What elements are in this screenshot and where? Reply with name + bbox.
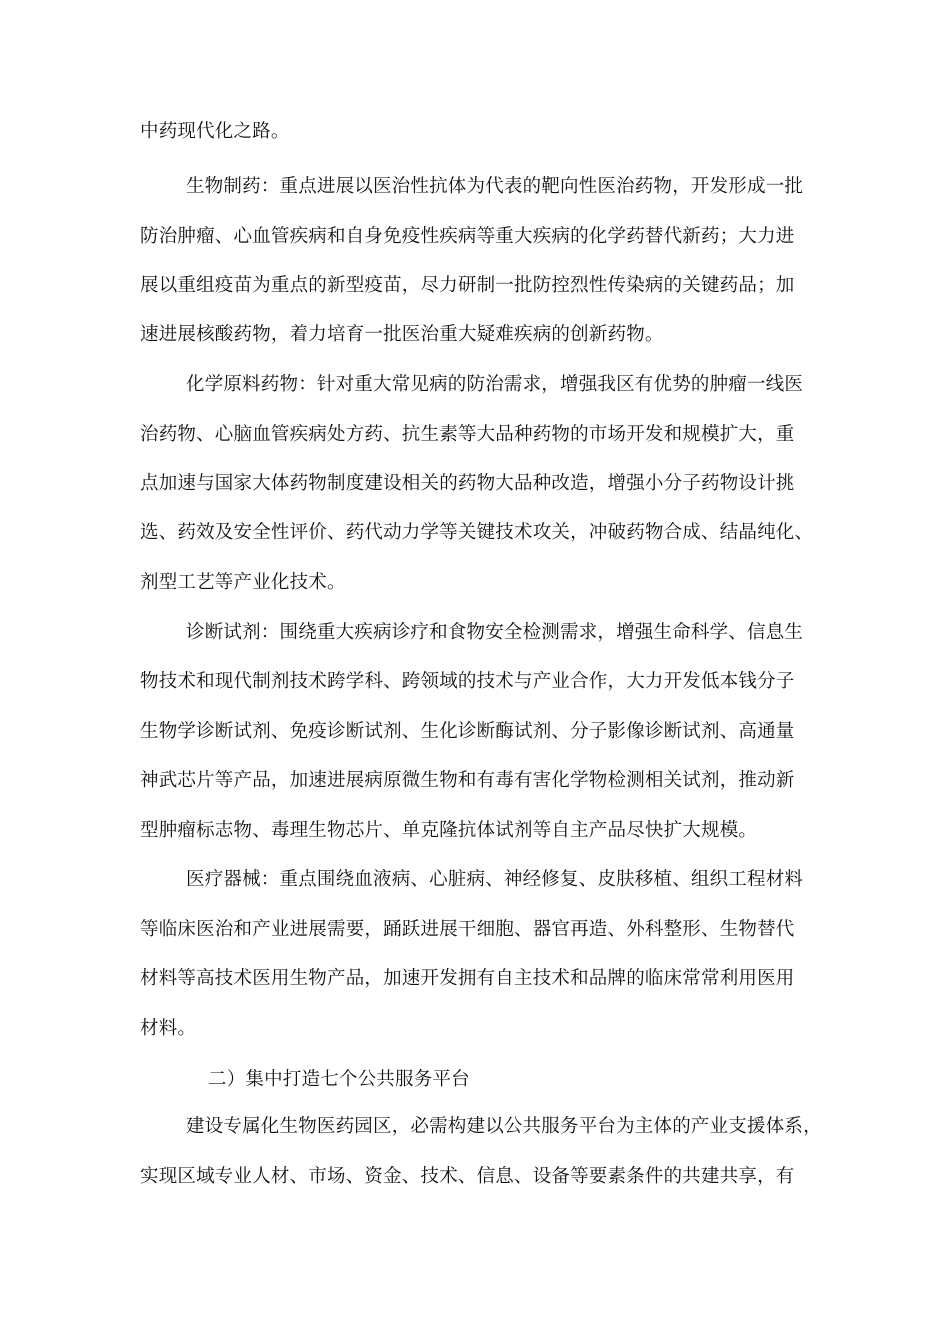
text-line: 型肿瘤标志物、毒理生物芯片、单克隆抗体试剂等自主产品尽快扩大规模。 xyxy=(140,820,758,841)
text-line: 中药现代化之路。 xyxy=(140,121,290,142)
text-line: 防治肿瘤、心血管疾病和自身免疫性疾病等重大疾病的化学药替代新药；大力进 xyxy=(140,226,795,247)
paragraph-devices-start: 医疗器械：重点围绕血液病、心脏病、神经修复、皮肤移植、组织工程材料 xyxy=(186,869,804,890)
text-line: 实现区域专业人材、市场、资金、技术、信息、设备等要素条件的共建共享，有 xyxy=(140,1166,795,1187)
text-line: 神武芯片等产品，加速进展病原微生物和有毒有害化学物检测相关试剂，推动新 xyxy=(140,770,795,791)
paragraph-diagnostics-start: 诊断试剂：围绕重大疾病诊疗和食物安全检测需求，增强生命科学、信息生 xyxy=(186,622,804,643)
paragraph-park-start: 建设专属化生物医药园区，必需构建以公共服务平台为主体的产业支援体系， xyxy=(186,1116,822,1137)
text-line: 点加速与国家大体药物制度建设相关的药物大品种改造，增强小分子药物设计挑 xyxy=(140,473,795,494)
text-line: 展以重组疫苗为重点的新型疫苗，尽力研制一批防控烈性传染病的关键药品；加 xyxy=(140,275,795,296)
text-line: 生物学诊断试剂、免疫诊断试剂、生化诊断酶试剂、分子影像诊断试剂、高通量 xyxy=(140,721,795,742)
paragraph-biopharma-start: 生物制药：重点进展以医治性抗体为代表的靶向性医治药物，开发形成一批 xyxy=(186,176,804,197)
text-line: 等临床医治和产业进展需要，踊跃进展干细胞、器官再造、外科整形、生物替代 xyxy=(140,919,795,940)
text-line: 材料等高技术医用生物产品，加速开发拥有自主技术和品牌的临床常常利用医用 xyxy=(140,968,795,989)
paragraph-chemical-start: 化学原料药物：针对重大常见病的防治需求，增强我区有优势的肿瘤一线医 xyxy=(186,374,804,395)
text-line: 材料。 xyxy=(140,1018,197,1039)
section-heading: 二）集中打造七个公共服务平台 xyxy=(208,1069,470,1090)
text-line: 选、药效及安全性评价、药代动力学等关键技术攻关，冲破药物合成、结晶纯化、 xyxy=(140,522,814,543)
text-line: 治药物、心脑血管疾病处方药、抗生素等大品种药物的市场开发和规模扩大，重 xyxy=(140,424,795,445)
text-line: 速进展核酸药物，着力培育一批医治重大疑难疾病的创新药物。 xyxy=(140,324,664,345)
text-line: 剂型工艺等产业化技术。 xyxy=(140,572,346,593)
text-line: 物技术和现代制剂技术跨学科、跨领域的技术与产业合作，大力开发低本钱分子 xyxy=(140,671,795,692)
